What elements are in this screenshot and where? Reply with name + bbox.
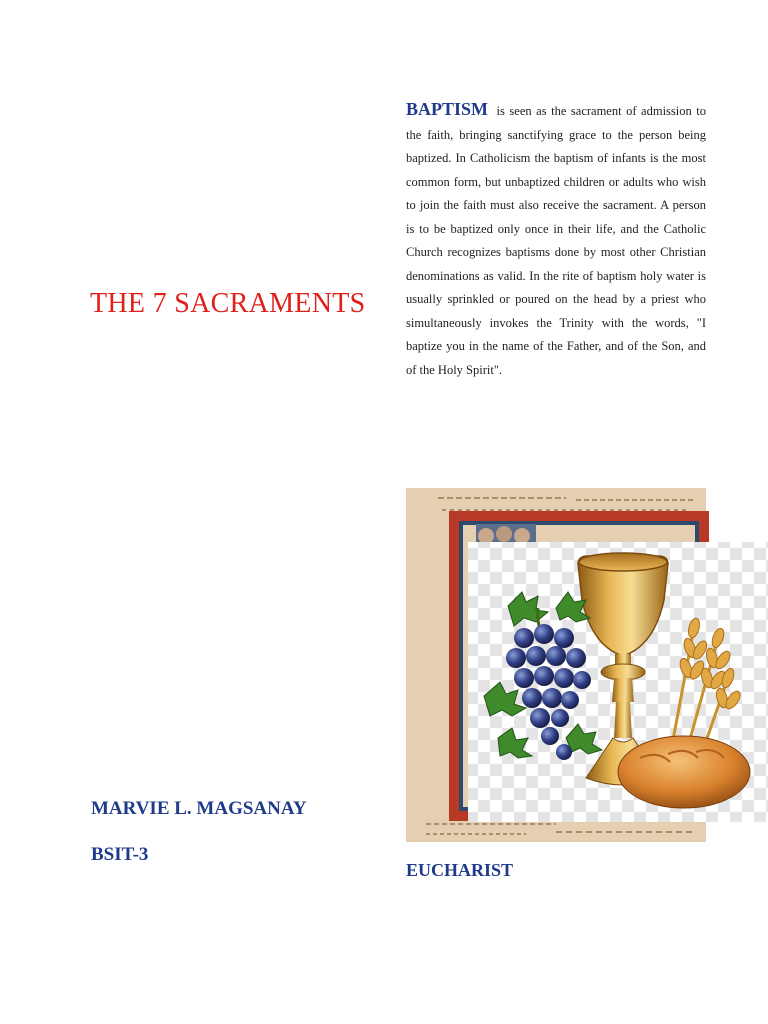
eucharist-illustration (406, 488, 768, 842)
author-name: MARVIE L. MAGSANAY (91, 798, 307, 819)
page-title: THE 7 SACRAMENTS (90, 288, 366, 319)
baptism-paragraph (406, 98, 706, 382)
chalice-illustration (468, 542, 768, 822)
eucharist-label: EUCHARIST (406, 860, 514, 880)
baptism-description: is seen as the sacrament of admission to the faith, bringing sanctifying grace to the person being baptized. In Catholicism the baptism of infants is the most common form, but unbaptized children or adults who wish to join the faith must also receive the sacrament. A person is to be baptized only once in their life, and the Catholic Church recognizes baptisms done by most other Christian denominations as valid. In the rite of baptism holy water is usually sprinkled or poured on the head by a priest who simultaneously invokes the Trinity with the words, "I baptize you in the name of the Father, and of the Son, and of the Holy Spirit". (406, 104, 706, 377)
course-label: BSIT-3 (91, 844, 149, 865)
baptism-term: BAPTISM (406, 99, 489, 119)
